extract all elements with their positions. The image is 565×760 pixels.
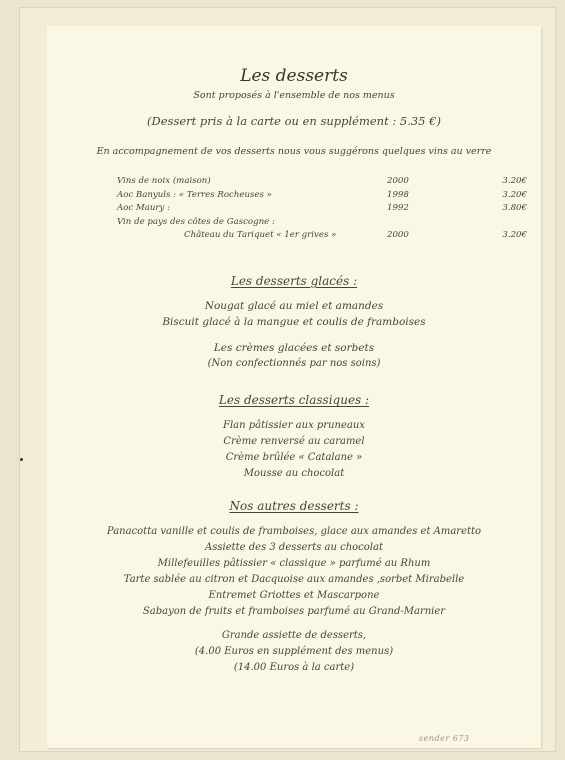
menu-item: Entremet Griottes et Mascarpone xyxy=(208,590,380,601)
wine-row xyxy=(117,176,527,190)
menu-item: Sabayon de fruits et framboises parfumé au Grand-Marnier xyxy=(142,606,446,617)
menu-title: Les desserts xyxy=(240,66,348,86)
menu-item: Biscuit glacé à la mangue et coulis de framboises xyxy=(162,316,426,328)
menu-item-note: (Non confectionnés par nos soins) xyxy=(207,358,381,369)
dessert-price-note: (Dessert pris à la carte ou en supplément : 5.35 €) xyxy=(147,114,441,128)
wine-price: 3.20€ xyxy=(502,176,527,186)
menu-sheet xyxy=(47,26,541,748)
wine-row xyxy=(117,217,527,231)
section-heading-autres: Nos autres desserts : xyxy=(229,499,359,513)
menu-item: Crème renversé au caramel xyxy=(223,436,365,447)
menu-item-note: (14.00 Euros à la carte) xyxy=(233,662,355,673)
wine-year: 2000 xyxy=(387,176,409,186)
wine-name: Aoc Banyuls : « Terres Rocheuses » xyxy=(117,189,272,200)
menu-item: Assiette des 3 desserts au chocolat xyxy=(205,542,383,553)
mount-board xyxy=(20,8,555,751)
menu-intro: Sont proposés à l'ensemble de nos menus xyxy=(193,90,395,101)
wine-suggestion: En accompagnement de vos desserts nous vous suggérons quelques vins au verre xyxy=(96,146,492,157)
wine-list xyxy=(117,176,527,244)
wine-price: 3.20€ xyxy=(502,189,527,200)
menu-item: Nougat glacé au miel et amandes xyxy=(204,300,384,312)
wine-row xyxy=(117,190,527,204)
section-heading-glaces: Les desserts glacés : xyxy=(230,274,358,288)
margin-dot xyxy=(20,458,23,461)
wine-name: Château du Tariquet « 1er grives » xyxy=(184,230,337,240)
menu-item: Tarte sablée au citron et Dacquoise aux amandes ,sorbet Mirabelle xyxy=(123,574,465,585)
section-heading-classiques: Les desserts classiques : xyxy=(218,393,370,407)
menu-item: Les crèmes glacées et sorbets xyxy=(213,342,375,354)
wine-row xyxy=(117,203,527,217)
wine-name: Vin de pays des côtes de Gascogne : xyxy=(117,216,275,227)
wine-price: 3.20€ xyxy=(502,230,527,240)
menu-item: Crème brûlée « Catalane » xyxy=(225,452,363,463)
wine-name: Aoc Maury : xyxy=(117,203,170,213)
handwritten-annotation: sender 673 xyxy=(419,734,470,743)
menu-item: Mousse au chocolat xyxy=(243,468,345,479)
wine-year: 1992 xyxy=(387,203,409,213)
wine-name: Vins de noix (maison) xyxy=(117,176,211,186)
menu-item: Millefeuilles pâtissier « classique » parfumé au Rhum xyxy=(157,558,431,569)
menu-item: Flan pâtissier aux pruneaux xyxy=(223,420,365,431)
menu-item-note: (4.00 Euros en supplément des menus) xyxy=(194,646,394,657)
wine-year: 1998 xyxy=(387,189,409,200)
wine-year: 2000 xyxy=(387,230,409,240)
wine-row xyxy=(117,230,527,244)
menu-item: Panacotta vanille et coulis de framboises, glace aux amandes et Amaretto xyxy=(106,526,482,537)
menu-item: Grande assiette de desserts, xyxy=(221,630,367,641)
wine-price: 3.80€ xyxy=(502,203,527,213)
